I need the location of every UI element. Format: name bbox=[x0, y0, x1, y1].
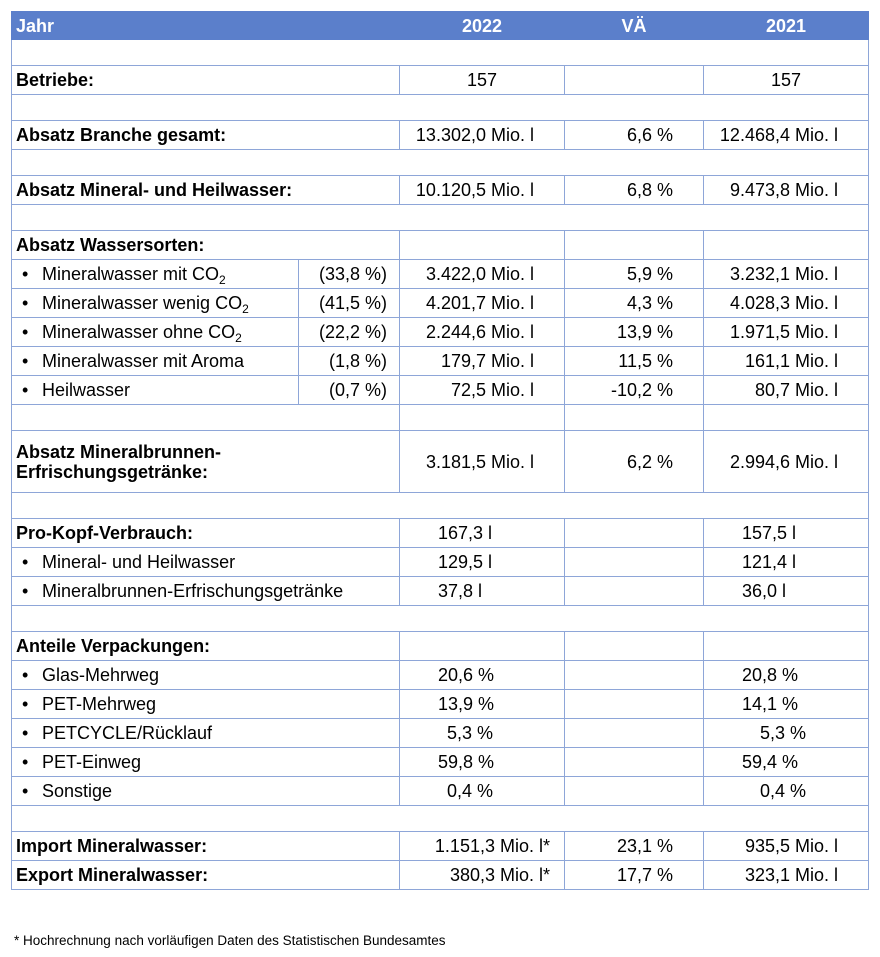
section-header-row bbox=[12, 231, 869, 260]
empty-cell bbox=[565, 632, 704, 661]
item-label: • Mineralwasser mit Aroma bbox=[12, 347, 299, 376]
bullet-icon: • bbox=[22, 293, 29, 313]
value-2021: 0,4 % bbox=[704, 777, 869, 806]
spacer-row bbox=[12, 205, 869, 231]
value-va bbox=[565, 661, 704, 690]
value-2021: 157,5 l bbox=[704, 519, 869, 548]
value-va bbox=[565, 548, 704, 577]
value-2021: 161,1 Mio. l bbox=[704, 347, 869, 376]
value-2022: 3.181,5 Mio. l bbox=[400, 431, 565, 493]
value-2021: 323,1 Mio. l bbox=[704, 861, 869, 890]
empty-cell bbox=[400, 231, 565, 260]
value-2021: 80,7 Mio. l bbox=[704, 376, 869, 405]
value-va: 6,6 % bbox=[565, 121, 704, 150]
value-2021: 20,8 % bbox=[704, 661, 869, 690]
value-va bbox=[565, 577, 704, 606]
item-label: • Glas-Mehrweg bbox=[12, 661, 400, 690]
value-2021: 3.232,1 Mio. l bbox=[704, 260, 869, 289]
value-2022: 2.244,6 Mio. l bbox=[400, 318, 565, 347]
value-va: 23,1 % bbox=[565, 832, 704, 861]
value-2022: 157 bbox=[400, 66, 565, 95]
item-share: (1,8 %) bbox=[299, 347, 400, 376]
value-2022: 13.302,0 Mio. l bbox=[400, 121, 565, 150]
value-va bbox=[565, 777, 704, 806]
bullet-icon: • bbox=[22, 581, 29, 601]
value-va bbox=[565, 748, 704, 777]
row-label: Export Mineralwasser: bbox=[12, 861, 400, 890]
empty-cell bbox=[704, 632, 869, 661]
bullet-icon: • bbox=[22, 264, 29, 284]
value-va: 4,3 % bbox=[565, 289, 704, 318]
table-row bbox=[12, 260, 869, 289]
bullet-icon: • bbox=[22, 752, 29, 772]
value-2021: 121,4 l bbox=[704, 548, 869, 577]
value-2021: 5,3 % bbox=[704, 719, 869, 748]
table-row bbox=[12, 548, 869, 577]
item-label: • Heilwasser bbox=[12, 376, 299, 405]
row-label: Pro-Kopf-Verbrauch: bbox=[12, 519, 400, 548]
value-2022: 179,7 Mio. l bbox=[400, 347, 565, 376]
value-2022: 3.422,0 Mio. l bbox=[400, 260, 565, 289]
table-row bbox=[12, 777, 869, 806]
value-2022: 380,3 Mio. l* bbox=[400, 861, 565, 890]
item-label: • PETCYCLE/Rücklauf bbox=[12, 719, 400, 748]
value-2022: 59,8 % bbox=[400, 748, 565, 777]
bullet-icon: • bbox=[22, 552, 29, 572]
value-2022: 0,4 % bbox=[400, 777, 565, 806]
table-row bbox=[12, 719, 869, 748]
value-va bbox=[565, 690, 704, 719]
spacer-cell bbox=[400, 405, 565, 431]
value-va: 6,2 % bbox=[565, 431, 704, 493]
item-label: • Sonstige bbox=[12, 777, 400, 806]
value-2022: 5,3 % bbox=[400, 719, 565, 748]
row-label: Betriebe: bbox=[12, 66, 400, 95]
value-2021: 14,1 % bbox=[704, 690, 869, 719]
value-va: 5,9 % bbox=[565, 260, 704, 289]
row-label: Import Mineralwasser: bbox=[12, 832, 400, 861]
table-row bbox=[12, 748, 869, 777]
table-row bbox=[12, 376, 869, 405]
empty-cell bbox=[400, 632, 565, 661]
item-share: (33,8 %) bbox=[299, 260, 400, 289]
item-label: • Mineralwasser ohne $CO_2$ bbox=[12, 318, 299, 347]
table-row bbox=[12, 519, 869, 548]
value-2021: 2.994,6 Mio. l bbox=[704, 431, 869, 493]
row-label: Absatz Mineral- und Heilwasser: bbox=[12, 176, 400, 205]
value-2021: 157 bbox=[704, 66, 869, 95]
value-2022: 10.120,5 Mio. l bbox=[400, 176, 565, 205]
section-label: Absatz Wassersorten: bbox=[12, 231, 400, 260]
bullet-icon: • bbox=[22, 380, 29, 400]
item-label: • Mineralwasser wenig $CO_2$ bbox=[12, 289, 299, 318]
value-2021: 36,0 l bbox=[704, 577, 869, 606]
spacer-row bbox=[12, 405, 400, 431]
value-2022: 13,9 % bbox=[400, 690, 565, 719]
value-va: 11,5 % bbox=[565, 347, 704, 376]
table-row bbox=[12, 176, 869, 205]
table-row bbox=[12, 861, 869, 890]
row-label: Absatz Mineralbrunnen- Erfrischungsgetränke: bbox=[12, 431, 400, 493]
value-2021: 1.971,5 Mio. l bbox=[704, 318, 869, 347]
spacer-cell bbox=[704, 405, 869, 431]
value-2022: 129,5 l bbox=[400, 548, 565, 577]
item-share: (22,2 %) bbox=[299, 318, 400, 347]
header-va: VÄ bbox=[565, 12, 704, 40]
value-va: 6,8 % bbox=[565, 176, 704, 205]
header-2021: 2021 bbox=[704, 12, 869, 40]
bullet-icon: • bbox=[22, 665, 29, 685]
table-row bbox=[12, 661, 869, 690]
table-row bbox=[12, 347, 869, 376]
bullet-icon: • bbox=[22, 694, 29, 714]
item-label: • Mineralbrunnen-Erfrischungsgetränke bbox=[12, 577, 400, 606]
item-share: (0,7 %) bbox=[299, 376, 400, 405]
spacer-row bbox=[12, 606, 869, 632]
section-header-row bbox=[12, 632, 869, 661]
value-2022: 20,6 % bbox=[400, 661, 565, 690]
value-2021: 59,4 % bbox=[704, 748, 869, 777]
bullet-icon: • bbox=[22, 322, 29, 342]
spacer-row bbox=[12, 493, 869, 519]
value-2022: 167,3 l bbox=[400, 519, 565, 548]
value-va bbox=[565, 66, 704, 95]
value-2022: 1.151,3 Mio. l* bbox=[400, 832, 565, 861]
spacer-row bbox=[12, 150, 869, 176]
value-va: -10,2 % bbox=[565, 376, 704, 405]
table-row bbox=[12, 431, 869, 493]
bullet-icon: • bbox=[22, 723, 29, 743]
item-label: • Mineral- und Heilwasser bbox=[12, 548, 400, 577]
spacer-row bbox=[12, 95, 869, 121]
table-row bbox=[12, 577, 869, 606]
header-2022: 2022 bbox=[400, 12, 565, 40]
table-row bbox=[12, 832, 869, 861]
footnote: * Hochrechnung nach vorläufigen Daten des Statistischen Bundesamtes bbox=[14, 933, 446, 948]
table-row bbox=[12, 318, 869, 347]
value-va: 17,7 % bbox=[565, 861, 704, 890]
empty-cell bbox=[704, 231, 869, 260]
table-row bbox=[12, 690, 869, 719]
item-share: (41,5 %) bbox=[299, 289, 400, 318]
value-2022: 72,5 Mio. l bbox=[400, 376, 565, 405]
bullet-icon: • bbox=[22, 351, 29, 371]
table-row bbox=[12, 289, 869, 318]
spacer-row bbox=[12, 40, 869, 66]
spacer-row bbox=[12, 806, 869, 832]
header-jahr: Jahr bbox=[12, 12, 400, 40]
item-label: • PET-Einweg bbox=[12, 748, 400, 777]
value-va bbox=[565, 719, 704, 748]
item-label: • PET-Mehrweg bbox=[12, 690, 400, 719]
value-2022: 4.201,7 Mio. l bbox=[400, 289, 565, 318]
table-row bbox=[12, 66, 869, 95]
section-label: Anteile Verpackungen: bbox=[12, 632, 400, 661]
header-row bbox=[12, 12, 869, 40]
spacer-cell bbox=[565, 405, 704, 431]
value-2021: 12.468,4 Mio. l bbox=[704, 121, 869, 150]
value-va bbox=[565, 519, 704, 548]
empty-cell bbox=[565, 231, 704, 260]
value-va: 13,9 % bbox=[565, 318, 704, 347]
value-2021: 4.028,3 Mio. l bbox=[704, 289, 869, 318]
value-2021: 935,5 Mio. l bbox=[704, 832, 869, 861]
item-label: • Mineralwasser mit $CO_2$ bbox=[12, 260, 299, 289]
statistics-table bbox=[11, 11, 869, 890]
value-2022: 37,8 l bbox=[400, 577, 565, 606]
bullet-icon: • bbox=[22, 781, 29, 801]
table-row bbox=[12, 121, 869, 150]
row-label: Absatz Branche gesamt: bbox=[12, 121, 400, 150]
value-2021: 9.473,8 Mio. l bbox=[704, 176, 869, 205]
